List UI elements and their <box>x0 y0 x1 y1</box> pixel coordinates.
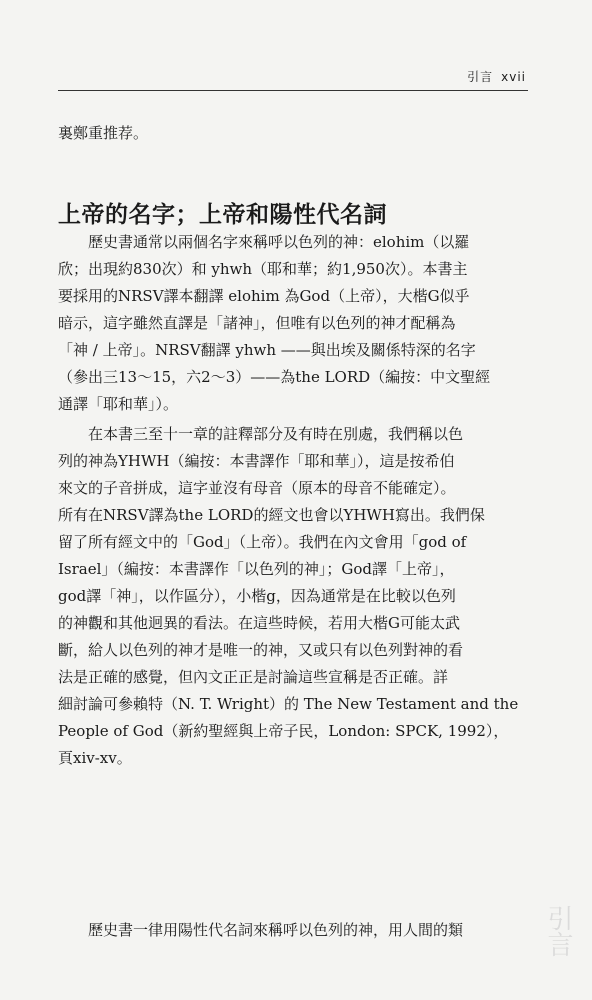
paragraph-2-line: 在本書三至十一章的註釋部分及有時在別處，我們稱以色 <box>88 425 464 443</box>
paragraph-1-line: 欣；出現約830次）和 yhwh（耶和華；約1,950次）。本書主 <box>58 260 468 278</box>
paragraph-2-line: 留了所有經文中的「God」（上帝）。我們在內文會用「god of <box>58 533 467 551</box>
paragraph-2-line: 斷，給人以色列的神才是唯一的神，又或只有以色列對神的看 <box>58 641 464 659</box>
paragraph-2-line: 細討論可參賴特（N. T. Wright）的 The New Testament and the <box>58 695 519 713</box>
intro-line-text: 裏鄭重推荐。 <box>58 124 149 142</box>
edge-tab-text: 引言 <box>543 905 573 957</box>
header-rule <box>58 90 528 91</box>
running-head-page-number: xvii <box>501 70 526 84</box>
paragraph-1-line: 歷史書通常以兩個名字來稱呼以色列的神：elohim（以羅 <box>88 233 470 251</box>
paragraph-1-line: 通譯「耶和華」）。 <box>58 395 179 413</box>
paragraph-1 <box>58 229 524 418</box>
paragraph-3 <box>58 917 524 944</box>
paragraph-2-line: 所有在NRSV譯為the LORD的經文也會以YHWH寫出。我們保 <box>58 506 485 524</box>
paragraph-2-line: People of God（新約聖經與上帝子民，London: SPCK, 1992）， <box>58 722 509 740</box>
section-heading: 上帝的名字；上帝和陽性代名詞 <box>58 202 387 228</box>
paragraph-1-line: （參出三13～15，六2～3）——為the LORD（編按：中文聖經 <box>58 368 491 386</box>
paragraph-2-line: 列的神為YHWH（編按：本書譯作「耶和華」），這是按希伯 <box>58 452 455 470</box>
intro-line <box>58 120 524 147</box>
paragraph-1-line: 要採用的NRSV譯本翻譯 elohim 為God（上帝），大楷G似乎 <box>58 287 470 305</box>
running-head-section: 引言 <box>467 70 494 84</box>
paragraph-2-line: Israel」（編按：本書譯作「以色列的神」；God譯「上帝」， <box>58 560 455 578</box>
paragraph-1-line: 「神 / 上帝」。NRSV翻譯 yhwh ——與出埃及關係特深的名字 <box>58 341 476 359</box>
paragraph-2-line: god譯「神」，以作區分），小楷g，因為通常是在比較以色列 <box>58 587 456 605</box>
paragraph-2 <box>58 421 524 772</box>
paragraph-2-line: 頁xiv-xv。 <box>58 749 132 767</box>
paragraph-2-line: 法是正確的感覺，但內文正正是討論這些宣稱是否正確。詳 <box>58 668 449 686</box>
paragraph-1-line: 暗示，這字雖然直譯是「諸神」，但唯有以色列的神才配稱為 <box>58 314 456 332</box>
paragraph-2-line: 的神觀和其他迥異的看法。在這些時候，若用大楷G可能太武 <box>58 614 460 632</box>
running-head <box>467 68 526 85</box>
paragraph-2-line: 來文的子音拼成，這字並沒有母音（原本的母音不能確定）。 <box>58 479 456 497</box>
paragraph-3-line: 歷史書一律用陽性代名詞來稱呼以色列的神，用人間的類 <box>88 921 464 939</box>
